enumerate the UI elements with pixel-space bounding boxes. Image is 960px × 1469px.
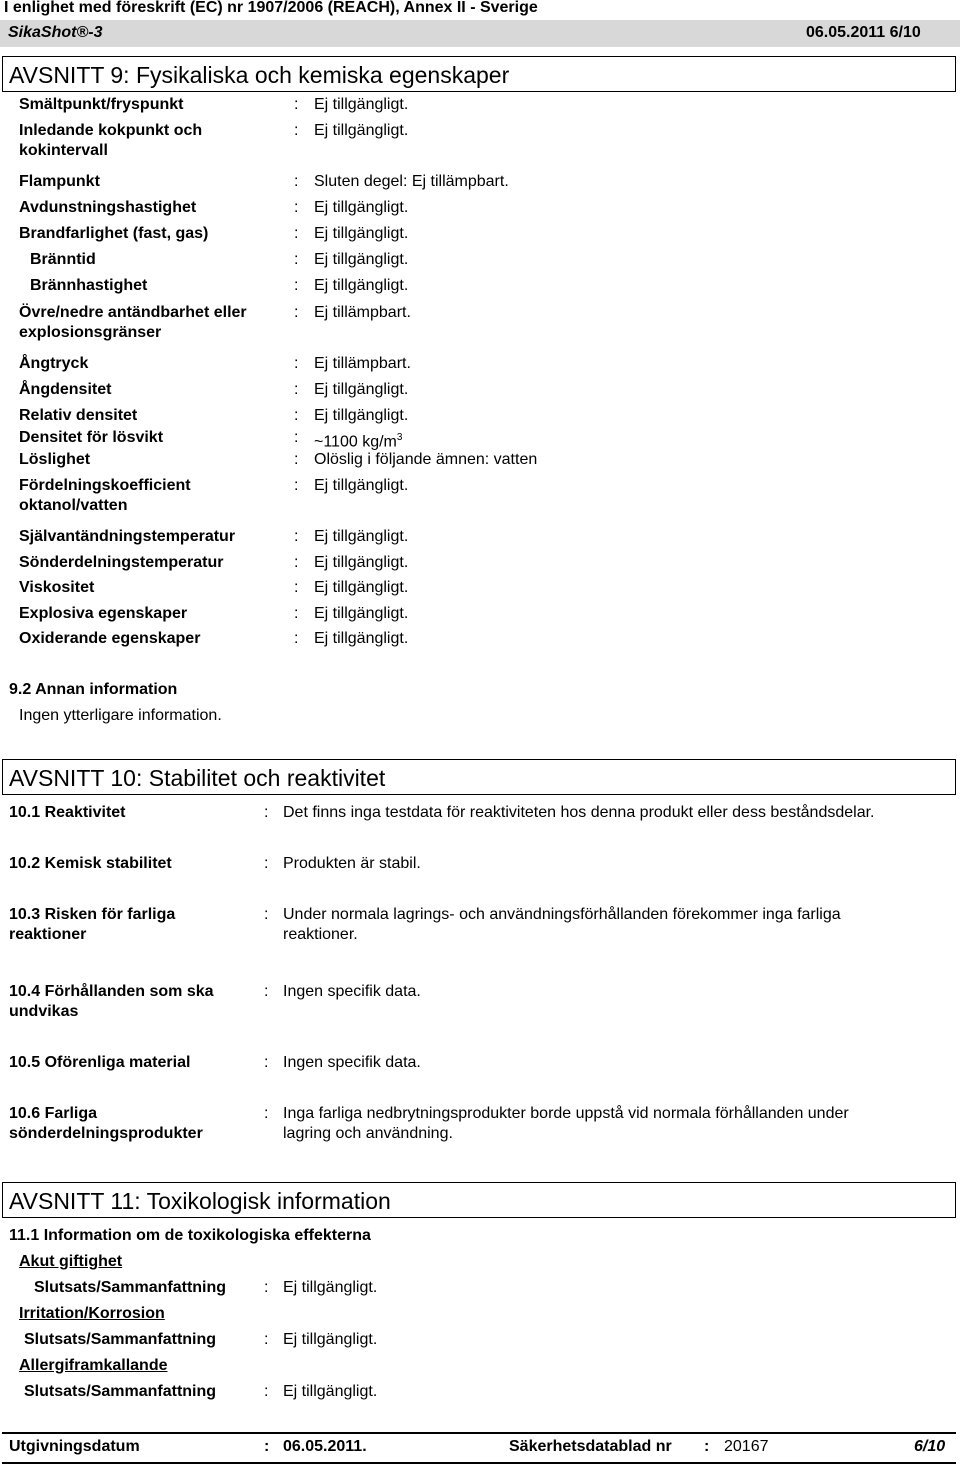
property-label: Viskositet bbox=[19, 579, 95, 596]
toxicology-group-title: Akut giftighet bbox=[19, 1253, 123, 1270]
toxicology-value: Ej tillgängligt. bbox=[283, 1331, 378, 1348]
footer-page-number: 6/10 bbox=[914, 1438, 946, 1455]
property-value: Ej tillgängligt. bbox=[314, 225, 409, 242]
other-info-heading: 9.2 Annan information bbox=[9, 681, 178, 698]
colon: : bbox=[294, 630, 299, 647]
stability-value: Under normala lagrings- och användningsförhållanden förekommer inga farliga bbox=[283, 906, 841, 923]
property-label: Ångtryck bbox=[19, 355, 89, 372]
property-label: Smältpunkt/fryspunkt bbox=[19, 96, 184, 113]
stability-label: 10.2 Kemisk stabilitet bbox=[9, 855, 172, 872]
property-value: Ej tillgängligt. bbox=[314, 122, 409, 139]
property-label: Brandfarlighet (fast, gas) bbox=[19, 225, 209, 242]
property-label: Avdunstningshastighet bbox=[19, 199, 197, 216]
stability-label: 10.5 Oförenliga material bbox=[9, 1054, 191, 1071]
property-value: Ej tillgängligt. bbox=[314, 477, 409, 494]
stability-label: 10.4 Förhållanden som ska bbox=[9, 983, 214, 1000]
stability-label-line2: sönderdelningsprodukter bbox=[9, 1125, 203, 1142]
section-11-heading: AVSNITT 11: Toxikologisk information bbox=[2, 1182, 956, 1218]
stability-label-line2: undvikas bbox=[9, 1003, 79, 1020]
stability-label-line2: reaktioner bbox=[9, 926, 87, 943]
property-label: Brännhastighet bbox=[30, 277, 148, 294]
other-info-text: Ingen ytterligare information. bbox=[19, 707, 222, 724]
issue-date-value: 06.05.2011. bbox=[283, 1438, 367, 1455]
property-label: Flampunkt bbox=[19, 173, 100, 190]
property-label: Fördelningskoefficient bbox=[19, 477, 191, 494]
colon: : bbox=[264, 906, 269, 923]
property-value: Ej tillgängligt. bbox=[314, 528, 409, 545]
colon: : bbox=[264, 1279, 269, 1296]
toxicology-label: Slutsats/Sammanfattning bbox=[24, 1383, 217, 1400]
property-value: Ej tillgängligt. bbox=[314, 277, 409, 294]
property-value: Ej tillgängligt. bbox=[314, 630, 409, 647]
colon: : bbox=[264, 1331, 269, 1348]
property-label: Övre/nedre antändbarhet eller bbox=[19, 304, 247, 321]
property-label: Självantändningstemperatur bbox=[19, 528, 236, 545]
colon: : bbox=[264, 983, 269, 1000]
colon: : bbox=[294, 251, 299, 268]
density-value: ~1100 kg/m bbox=[314, 433, 397, 451]
property-label-line2: oktanol/vatten bbox=[19, 497, 128, 514]
toxicology-subheading: 11.1 Information om de toxikologiska effekterna bbox=[9, 1227, 371, 1244]
footer-bottom-rule bbox=[2, 1462, 956, 1464]
document-header-title: I enlighet med föreskrift (EC) nr 1907/2006 (REACH), Annex II - Sverige bbox=[4, 0, 538, 16]
colon: : bbox=[294, 429, 299, 446]
colon: : bbox=[294, 355, 299, 372]
stability-value: Det finns inga testdata för reaktiviteten hos denna produkt eller dess beståndsdelar. bbox=[283, 804, 875, 821]
colon: : bbox=[294, 554, 299, 571]
property-label: Densitet för lösvikt bbox=[19, 429, 164, 446]
toxicology-group-title: Allergiframkallande bbox=[19, 1357, 168, 1374]
colon: : bbox=[294, 199, 299, 216]
header-date-page: 06.05.2011 6/10 bbox=[806, 24, 921, 41]
property-label: Ångdensitet bbox=[19, 381, 112, 398]
property-label: Löslighet bbox=[19, 451, 91, 468]
sds-number-label: Säkerhetsdatablad nr bbox=[509, 1438, 672, 1455]
colon: : bbox=[294, 225, 299, 242]
section-10-heading: AVSNITT 10: Stabilitet och reaktivitet bbox=[2, 759, 956, 795]
colon: : bbox=[704, 1438, 710, 1455]
product-name: SikaShot®-3 bbox=[8, 24, 103, 41]
colon: : bbox=[264, 1438, 270, 1455]
colon: : bbox=[264, 1054, 269, 1071]
property-value: Ej tillgängligt. bbox=[314, 381, 409, 398]
colon: : bbox=[264, 1105, 269, 1122]
property-value: Ej tillämpbart. bbox=[314, 355, 411, 372]
colon: : bbox=[294, 381, 299, 398]
stability-value: Inga farliga nedbrytningsprodukter borde uppstå vid normala förhållanden under bbox=[283, 1105, 849, 1122]
colon: : bbox=[294, 277, 299, 294]
stability-label: 10.1 Reaktivitet bbox=[9, 804, 126, 821]
property-value: Ej tillgängligt. bbox=[314, 407, 409, 424]
property-label: Relativ densitet bbox=[19, 407, 138, 424]
property-value: Sluten degel: Ej tillämpbart. bbox=[314, 173, 509, 190]
colon: : bbox=[264, 1383, 269, 1400]
colon: : bbox=[294, 122, 299, 139]
property-label: Bränntid bbox=[30, 251, 96, 268]
colon: : bbox=[294, 407, 299, 424]
stability-label: 10.6 Farliga bbox=[9, 1105, 98, 1122]
stability-value: Produkten är stabil. bbox=[283, 855, 421, 872]
property-label: Explosiva egenskaper bbox=[19, 605, 188, 622]
toxicology-label: Slutsats/Sammanfattning bbox=[24, 1331, 217, 1348]
property-value: Ej tillgängligt. bbox=[314, 605, 409, 622]
property-label: Sönderdelningstemperatur bbox=[19, 554, 224, 571]
stability-value-line2: reaktioner. bbox=[283, 926, 358, 943]
colon: : bbox=[294, 528, 299, 545]
toxicology-value: Ej tillgängligt. bbox=[283, 1279, 378, 1296]
property-value: Ej tillgängligt. bbox=[314, 579, 409, 596]
sds-number-value: 20167 bbox=[724, 1438, 769, 1455]
property-label-line2: kokintervall bbox=[19, 142, 108, 159]
issue-date-label: Utgivningsdatum bbox=[9, 1438, 140, 1455]
property-value: Ej tillgängligt. bbox=[314, 199, 409, 216]
colon: : bbox=[264, 855, 269, 872]
section-9-heading: AVSNITT 9: Fysikaliska och kemiska egenskaper bbox=[2, 56, 956, 92]
colon: : bbox=[294, 451, 299, 468]
toxicology-value: Ej tillgängligt. bbox=[283, 1383, 378, 1400]
colon: : bbox=[294, 304, 299, 321]
property-value: Ej tillgängligt. bbox=[314, 554, 409, 571]
colon: : bbox=[264, 804, 269, 821]
property-label: Oxiderande egenskaper bbox=[19, 630, 201, 647]
stability-value: Ingen specifik data. bbox=[283, 983, 421, 1000]
property-label-line2: explosionsgränser bbox=[19, 324, 162, 341]
property-value: Ej tillämpbart. bbox=[314, 304, 411, 321]
property-value: Ej tillgängligt. bbox=[314, 251, 409, 268]
density-unit-superscript: 3 bbox=[396, 432, 403, 443]
colon: : bbox=[294, 579, 299, 596]
toxicology-label: Slutsats/Sammanfattning bbox=[34, 1279, 227, 1296]
colon: : bbox=[294, 173, 299, 190]
stability-label: 10.3 Risken för farliga bbox=[9, 906, 176, 923]
property-value: Olöslig i följande ämnen: vatten bbox=[314, 451, 538, 468]
colon: : bbox=[294, 96, 299, 113]
property-label: Inledande kokpunkt och bbox=[19, 122, 203, 139]
property-value bbox=[314, 428, 402, 452]
stability-value-line2: lagring och användning. bbox=[283, 1125, 453, 1142]
stability-value: Ingen specifik data. bbox=[283, 1054, 421, 1071]
toxicology-group-title: Irritation/Korrosion bbox=[19, 1305, 165, 1322]
colon: : bbox=[294, 477, 299, 494]
colon: : bbox=[294, 605, 299, 622]
property-value: Ej tillgängligt. bbox=[314, 96, 409, 113]
footer-top-rule bbox=[2, 1432, 956, 1434]
